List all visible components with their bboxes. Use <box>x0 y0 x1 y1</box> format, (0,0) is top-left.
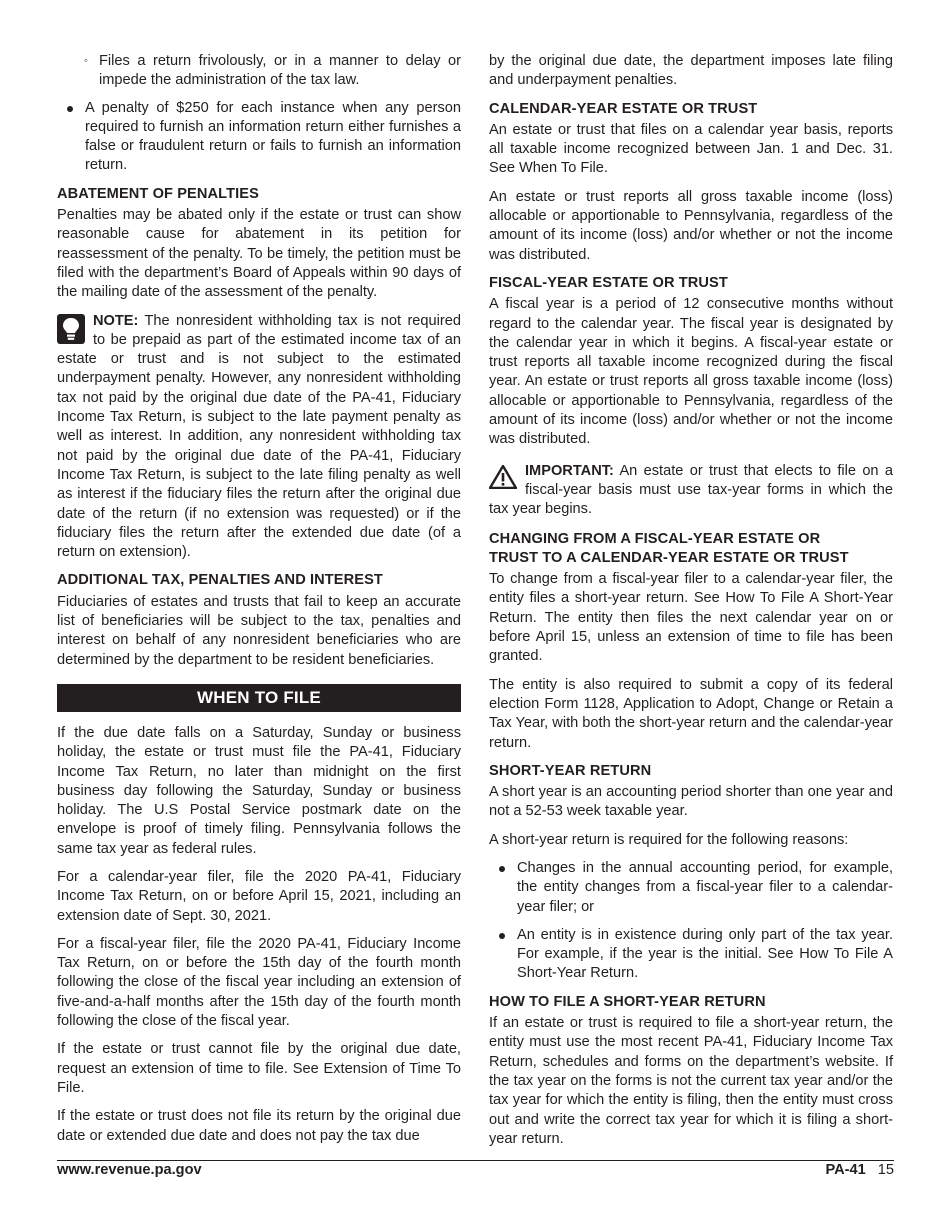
footer-page-info <box>825 1162 894 1178</box>
bullet-item <box>489 859 893 917</box>
important-text: An estate or trust that elects to file on a fiscal-year basis must use tax-year forms in which the tax year begins. <box>489 462 893 518</box>
section-heading-additional: ADDITIONAL TAX, PENALTIES AND INTEREST <box>57 572 383 589</box>
heading-line-1: CHANGING FROM A FISCAL-YEAR ESTATE OR <box>489 530 821 547</box>
sub-bullet-text: Files a return frivolously, or in a manner to delay or impede the administration of the tax law. <box>99 53 461 89</box>
section-heading-changing <box>489 530 893 569</box>
left-column <box>57 52 461 1155</box>
bullet-icon <box>499 933 505 939</box>
bullet-icon <box>67 106 73 112</box>
section-heading-calendar: CALENDAR-YEAR ESTATE OR TRUST <box>489 100 758 117</box>
section-heading-abatement: ABATEMENT OF PENALTIES <box>57 185 259 202</box>
bullet-item <box>57 99 461 176</box>
lightbulb-icon <box>57 314 85 344</box>
important-block <box>489 462 893 520</box>
paragraph: An estate or trust that files on a calendar year basis, reports all taxable income recognized between Jan. 1 and Dec. 31. See When To File. <box>489 121 893 177</box>
paragraph: The entity is also required to submit a copy of its federal election Form 1128, Application to Adopt, Change or Retain a Tax Year, with both the short-year return and the calendar-year return. <box>489 676 893 751</box>
important-label: IMPORTANT: <box>525 462 614 479</box>
warning-icon <box>489 465 517 489</box>
paragraph: An estate or trust reports all gross taxable income (loss) allocable or apportionable to Pennsylvania, regardless of the amount of its income (loss) and/or whether or not the income was distributed. <box>489 188 893 263</box>
note-label: NOTE: <box>93 312 139 329</box>
paragraph: If the estate or trust does not file its return by the original due date or extended due date and does not pay the tax due <box>57 1108 461 1144</box>
note-text: The nonresident withholding tax is not required to be prepaid as part of the estimated income tax of an estate or trust and is not subject to the estimated underpayment penalty. However, any nonresident withholding tax not paid by the original due date of the PA-41, Fiduciary Income Tax Return, is subject to the late payment penalty as well as interest. In addition, any nonresident withholding tax not paid by the original due date of the PA-41, Fiduciary Income Tax Return, is subject to the late filing penalty as well as interest if the fiduciary files the return after the original due date of the return (if no extension was requested) or if the fiduciary files the return after the extended due date (of a return on extension). <box>57 312 461 561</box>
section-heading-how-to-file: HOW TO FILE A SHORT-YEAR RETURN <box>489 993 766 1010</box>
bullet-text: An entity is in existence during only part of the tax year. For example, if the year is the initial. See How To File A Short-Year Return. <box>517 926 893 982</box>
sub-bullet-item <box>57 52 461 91</box>
paragraph: For a fiscal-year filer, file the 2020 PA-41, Fiduciary Income Tax Return, on or before the 15th day of the fourth month following the close of the fiscal year including an extension of five-and-a-half months after the 15th day of the fourth month following the close of the fiscal year. <box>57 935 461 1030</box>
when-to-file-banner: WHEN TO FILE <box>57 684 461 712</box>
paragraph: To change from a fiscal-year filer to a calendar-year filer, the entity files a short-year return. See How To File A Short-Year Return. The entity then files the next calendar year on or before April 15, unless an extension of time to file has been granted. <box>489 571 893 665</box>
paragraph: If the due date falls on a Saturday, Sunday or business holiday, the estate or trust must file the PA-41, Fiduciary Income Tax Return, no later than midnight on the first business day following the Saturday, Sunday or business holiday. The U.S Postal Service postmark date on the envelope is proof of timely filing. Pennsylvania follows the same tax year as federal rules. <box>57 724 461 857</box>
paragraph: A fiscal year is a period of 12 consecutive months without regard to the calendar year. The fiscal year is designated by the calendar year in which it begins. A fiscal-year estate or trust reports all taxable income recognized during the fiscal year. An estate or trust reports all gross taxable income (loss) allocable or apportionable to Pennsylvania, regardless of the amount of its income (loss) and/or whether or not the income was distributed. <box>489 296 893 448</box>
paragraph: Penalties may be abated only if the estate or trust can show reasonable cause for abatement in its petition for reassessment of the penalty. To be timely, the petition must be filed with the department’s Board of Appeals within 90 days of the mailing date of the assessment of the penalty. <box>57 207 461 301</box>
footer-website: www.revenue.pa.gov <box>57 1162 202 1178</box>
paragraph: Fiduciaries of estates and trusts that fail to keep an accurate list of beneficiaries will be subject to the tax, penalties and interest on behalf of any nonresident beneficiaries who are determined by the department to be resident beneficiaries. <box>57 593 461 668</box>
paragraph: A short year is an accounting period shorter than one year and not a 52-53 week taxable year. <box>489 784 893 820</box>
paragraph: For a calendar-year filer, file the 2020 PA-41, Fiduciary Income Tax Return, on or before April 15, 2021, including an extension date of Sept. 30, 2021. <box>57 868 461 924</box>
bullet-icon <box>499 866 505 872</box>
paragraph: A short-year return is required for the following reasons: <box>489 831 849 848</box>
paragraph: If the estate or trust cannot file by the original due date, request an extension of time to file. See Extension of Time To File. <box>57 1041 461 1096</box>
hollow-bullet-icon: ◦ <box>84 55 88 67</box>
right-column <box>489 52 893 1158</box>
page-number: 15 <box>877 1162 894 1178</box>
section-heading-fiscal: FISCAL-YEAR ESTATE OR TRUST <box>489 274 728 291</box>
bullet-item <box>489 926 893 984</box>
heading-line-2: TRUST TO A CALENDAR-YEAR ESTATE OR TRUST <box>489 549 849 566</box>
footer-divider <box>57 1160 894 1161</box>
section-heading-short-year: SHORT-YEAR RETURN <box>489 762 652 779</box>
bullet-text: A penalty of $250 for each instance when any person required to furnish an information return either furnishes a false or fraudulent return or fails to furnish an information return. <box>85 99 461 174</box>
footer-form-name: PA-41 <box>825 1162 866 1178</box>
bullet-text: Changes in the annual accounting period, for example, the entity changes from a fiscal-year filer to a calendar-year filer; or <box>517 859 893 915</box>
paragraph: by the original due date, the department imposes late filing and underpayment penalties. <box>489 53 893 89</box>
note-block <box>57 312 461 563</box>
paragraph: If an estate or trust is required to file a short-year return, the entity must use the most recent PA-41, Fiduciary Income Tax Return, schedules and forms on the department’s website. If the tax year on the forms is not the current tax year and/or the tax year for which the entity is filing, then the entity must cross out and write the correct tax year for which it is filing a short-year return. <box>489 1015 893 1147</box>
